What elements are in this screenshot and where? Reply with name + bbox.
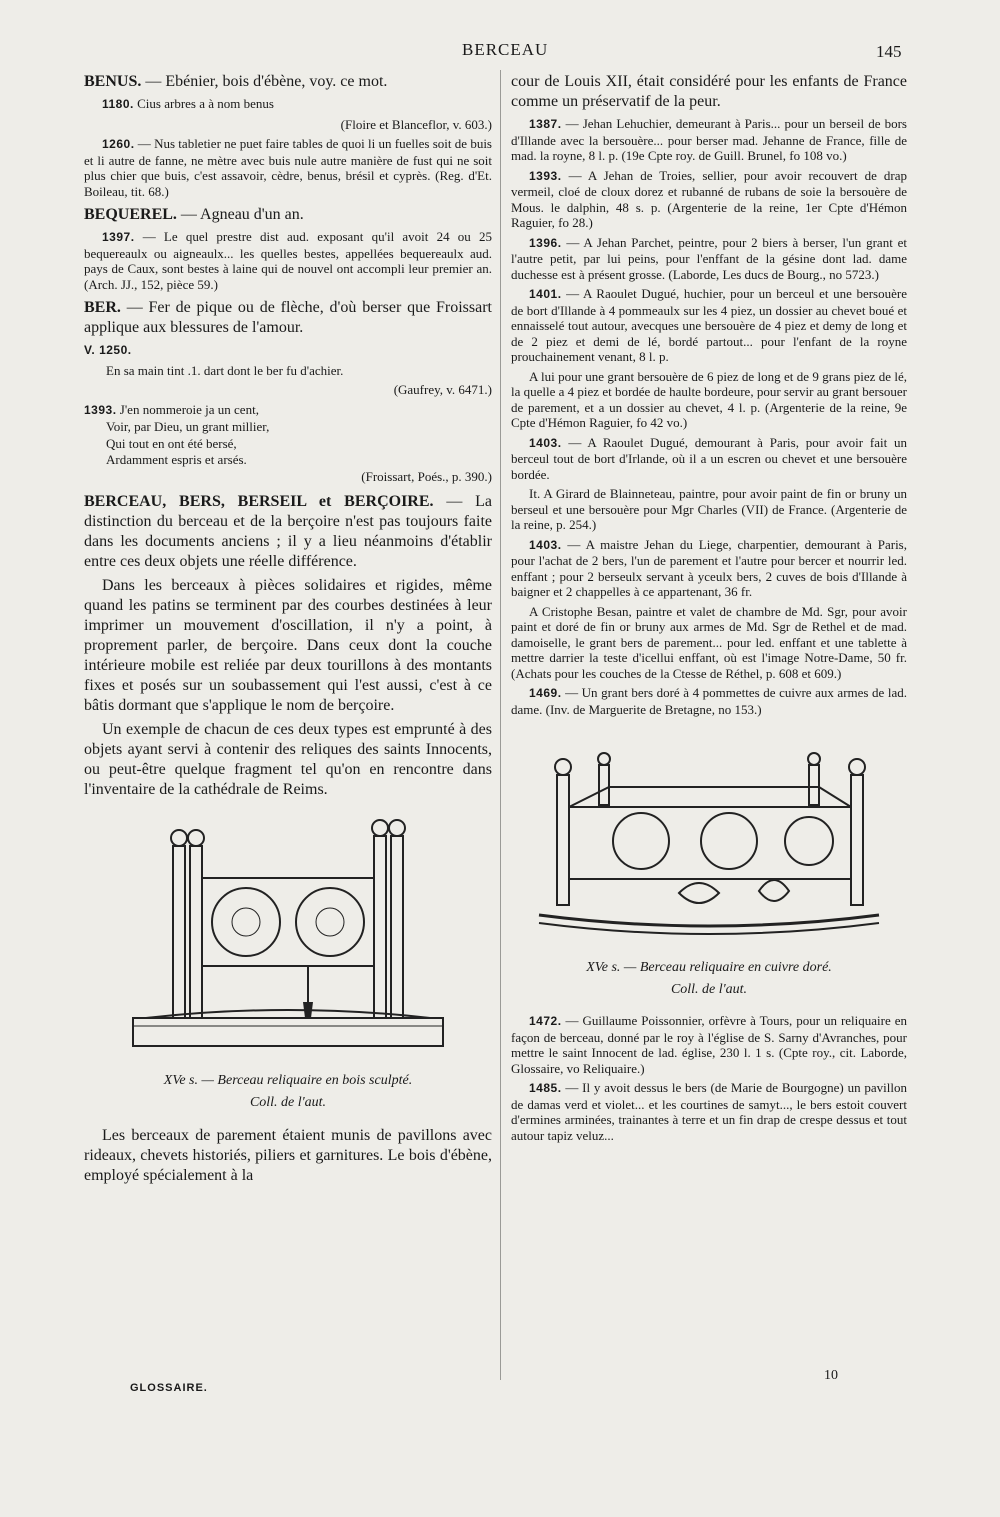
entry-1472: 1472. — Guillaume Poissonnier, orfèvre à Tours, pour un reliquaire en façon de berceau, donné par le roy à l'église de S. Sarny d'Avranches, pour mettre le saint Innocent de lad. église, 230 l. 1 s. (Cpte roy., cit. Laborde, Glossaire, vo Reliquaire.) [511, 1013, 907, 1076]
entry-1403-b-cont: A Cristophe Besan, paintre et valet de chambre de Md. Sgr, pour avoir paint et doré de fin or bruny aux armes de Md. Sgr de Rethel et de mad. damoiselle, le grant bers de parement... pour led. enffant et une tablette à mettre darrier la teste d'icellui enffant, où est l'image Notre-Dame, 50 fr. (Achats pour les couches de la Ctesse de Réthel, p. 608 et 609.) [511, 603, 907, 681]
figure-2-caption: XVe s. — Berceau reliquaire en cuivre doré. [586, 960, 832, 975]
entry-bequerel: BEQUEREL. — Agneau d'un an. [84, 206, 304, 223]
entry-1393-verse-4: Ardamment espris et arsés. [106, 452, 247, 467]
entry-1260: 1260. — Nus tabletier ne puet faire tables de quoi li un fuelles soit de buis et li autre de fanne, ne mètre avec buis nule autre manière de fust qui ne soit plus chier que buis, c'est assavoir, cèdre, benus, brésil et cyprès. (Reg. d'Et. Boileau, tit. 68.) [84, 136, 492, 199]
entry-1397: 1397. — Le quel prestre dist aud. exposant qu'il avoit 24 ou 25 bequereaulx ou aigneaulx... les quelles bestes, appellées bequereaulx aud. pays de Caux, sont bestes à laine qui de nouvel ont accompli leur premier an. (Arch. JJ., 152, pièce 59.) [84, 229, 492, 292]
entry-1403-b: 1403. — A maistre Jehan du Liege, charpentier, demourant à Paris, pour l'achat de 2 bers, l'un de parement et l'autre pour bercer et nourrir led. enffant ; pour 2 berseulx servant à yceulx bers, 2 cuves de bois d'Illande à baigner et 2 chappelles à ce appartenant, 36 fr. [511, 536, 907, 599]
copper-cradle-illustration [529, 723, 889, 953]
berceau-paragraph-2: Dans les berceaux à pièces solidaires et rigides, même quand les patins se terminent par des courbes destinées à leur imprimer un mouvement d'oscillation, il n'y a point, à proprement parler, de berçoire. Dans ceux dont la couche intérieure mobile est reliée par deux tourillons à des montants fixes et posés sur un soubassement qui l'est aussi, c'est à ce bâtis dormant que s'applique le nom de berçoire. [84, 577, 492, 714]
figure-2-credit: Coll. de l'aut. [670, 982, 748, 997]
entry-berceau: BERCEAU, BERS, BERSEIL et BERÇOIRE. — La distinction du berceau et de la berçoire n'est pas toujours faite dans les documents anciens ; il y a lieu néanmoins d'établir entre ces deux objets une réelle différence. [84, 493, 492, 570]
entry-1393-verse-1: 1393. J'en nommeroie ja un cent, [84, 401, 259, 417]
entry-1393-verse-2: Voir, par Dieu, un grant millier, [106, 419, 270, 434]
continued-text: cour de Louis XII, était considéré pour les enfants de France comme un préservatif de la peur. [511, 73, 907, 110]
entry-1485: 1485. — Il y avoit dessus le bers (de Marie de Bourgogne) un pavillon de damas verd et violet... et les courtines de samyt..., le bers estoit couvert d'ermines arminées, trainantes à terre et un fin drap de crespe dessus et tout autour tapiz veluz... [511, 1080, 907, 1143]
berceau-paragraph-4: Les berceaux de parement étaient munis de pavillons avec rideaux, chevets historiés, piliers et garnitures. Le bois d'ébène, employé spécialement à la [84, 1127, 492, 1184]
entry-1393-verse-3: Qui tout en ont été bersé, [106, 435, 237, 451]
entry-benus: BENUS. — Ebénier, bois d'ébène, voy. ce mot. [84, 73, 388, 90]
entry-1180: 1180. Cius arbres a à nom benus [102, 96, 274, 111]
entry-1250-year: V. 1250. [84, 343, 132, 357]
figure-1-credit: Coll. de l'aut. [249, 1095, 327, 1110]
entry-1393: 1393. — A Jehan de Troies, sellier, pour avoir recouvert de drap vermeil, cloé de cloux dorez et rubanné de rubans de soie la bersouère de Mous. le dalphin, 48 s. p. (Argenterie de la reine, 1er Cpte d'Hémon Raguier, fo 28.) [511, 167, 907, 230]
right-column [511, 72, 907, 1412]
source-1250: (Gaufrey, v. 6471.) [393, 382, 492, 397]
entry-1469: 1469. — Un grant bers doré à 4 pommettes de cuivre aux armes de lad. dame. (Inv. de Marguerite de Bretagne, no 153.) [511, 685, 907, 717]
entry-1403-a: 1403. — A Raoulet Dugué, demourant à Paris, pour avoir fait un berceul tout de bort d'Irlande, où il a un escren ou chevet et une bersouère bordée. [511, 434, 907, 482]
berceau-paragraph-3: Un exemple de chacun de ces deux types est emprunté à des objets ayant servi à contenir des reliques des saints Innocents, ou peut-être quelque fragment tel qu'on en rencontre dans l'inventaire de la cathédrale de Reims. [84, 721, 492, 798]
source-1393: (Froissart, Poés., p. 390.) [361, 468, 492, 484]
entry-1401-cont: A lui pour une grant bersouère de 6 piez de long et de 9 grans piez de lé, la quelle a 4 piez et bordée de haulte bordeure, pour servir au grant bersouer de parement, et a un dossier au chevet, 4 l. p. (Argenterie de la reine, 9e Cpte d'Hémon Raguier, fo 42 vo.) [511, 368, 907, 430]
column-rule [500, 70, 501, 1380]
signature-mark: GLOSSAIRE. [130, 1382, 208, 1394]
entry-1401: 1401. — A Raoulet Dugué, huchier, pour un berceul et une bersouère de bort d'Illande à 4 pommeaulx sur les 4 piez, un dossier au chevet boué et ennaisselé tout autour, avecques une bersouère de 4 piez et demy de long et de 2 piez et demi de lé, bordé partout... pour l'enfant de la royne prouchainement venant, 8 l. p. [511, 286, 907, 364]
sheet-number: 10 [824, 1368, 838, 1383]
wooden-cradle-illustration [118, 806, 458, 1066]
entry-1396: 1396. — A Jehan Parchet, peintre, pour 2 biers à berser, l'un grant et l'autre petit, par lui peins, pour l'enffant de la gésine dont lad. dame duchesse est à présent grosse. (Laborde, Les ducs de Bourg., no 5723.) [511, 234, 907, 282]
source-1180: (Floire et Blanceflor, v. 603.) [340, 116, 492, 132]
entry-ber: BER. — Fer de pique ou de flèche, d'où berser que Froissart applique aux blessures de l'amour. [84, 299, 492, 336]
running-head: BERCEAU [462, 40, 549, 59]
entry-1250-verse: En sa main tint .1. dart dont le ber fu d'achier. [106, 362, 344, 378]
figure-1-caption: XVe s. — Berceau reliquaire en bois sculpté. [163, 1073, 413, 1088]
entry-1403-a-cont: It. A Girard de Blainneteau, paintre, pour avoir paint de fin or bruny un berseul et une bersouère pour Mgr Charles (VII) de France. (Argenterie de la reine, p. 254.) [511, 486, 907, 532]
page-number: 145 [876, 42, 902, 61]
entry-1387: 1387. — Jehan Lehuchier, demeurant à Paris... pour un berseil de bors d'Illande avec la bersouère... pour berser mad. Jehanne de France, fille de mad. la royne, 8 l. p. (19e Cpte roy. de Guill. Brunel, fo 108 vo.) [511, 116, 907, 163]
left-column [84, 72, 492, 1402]
